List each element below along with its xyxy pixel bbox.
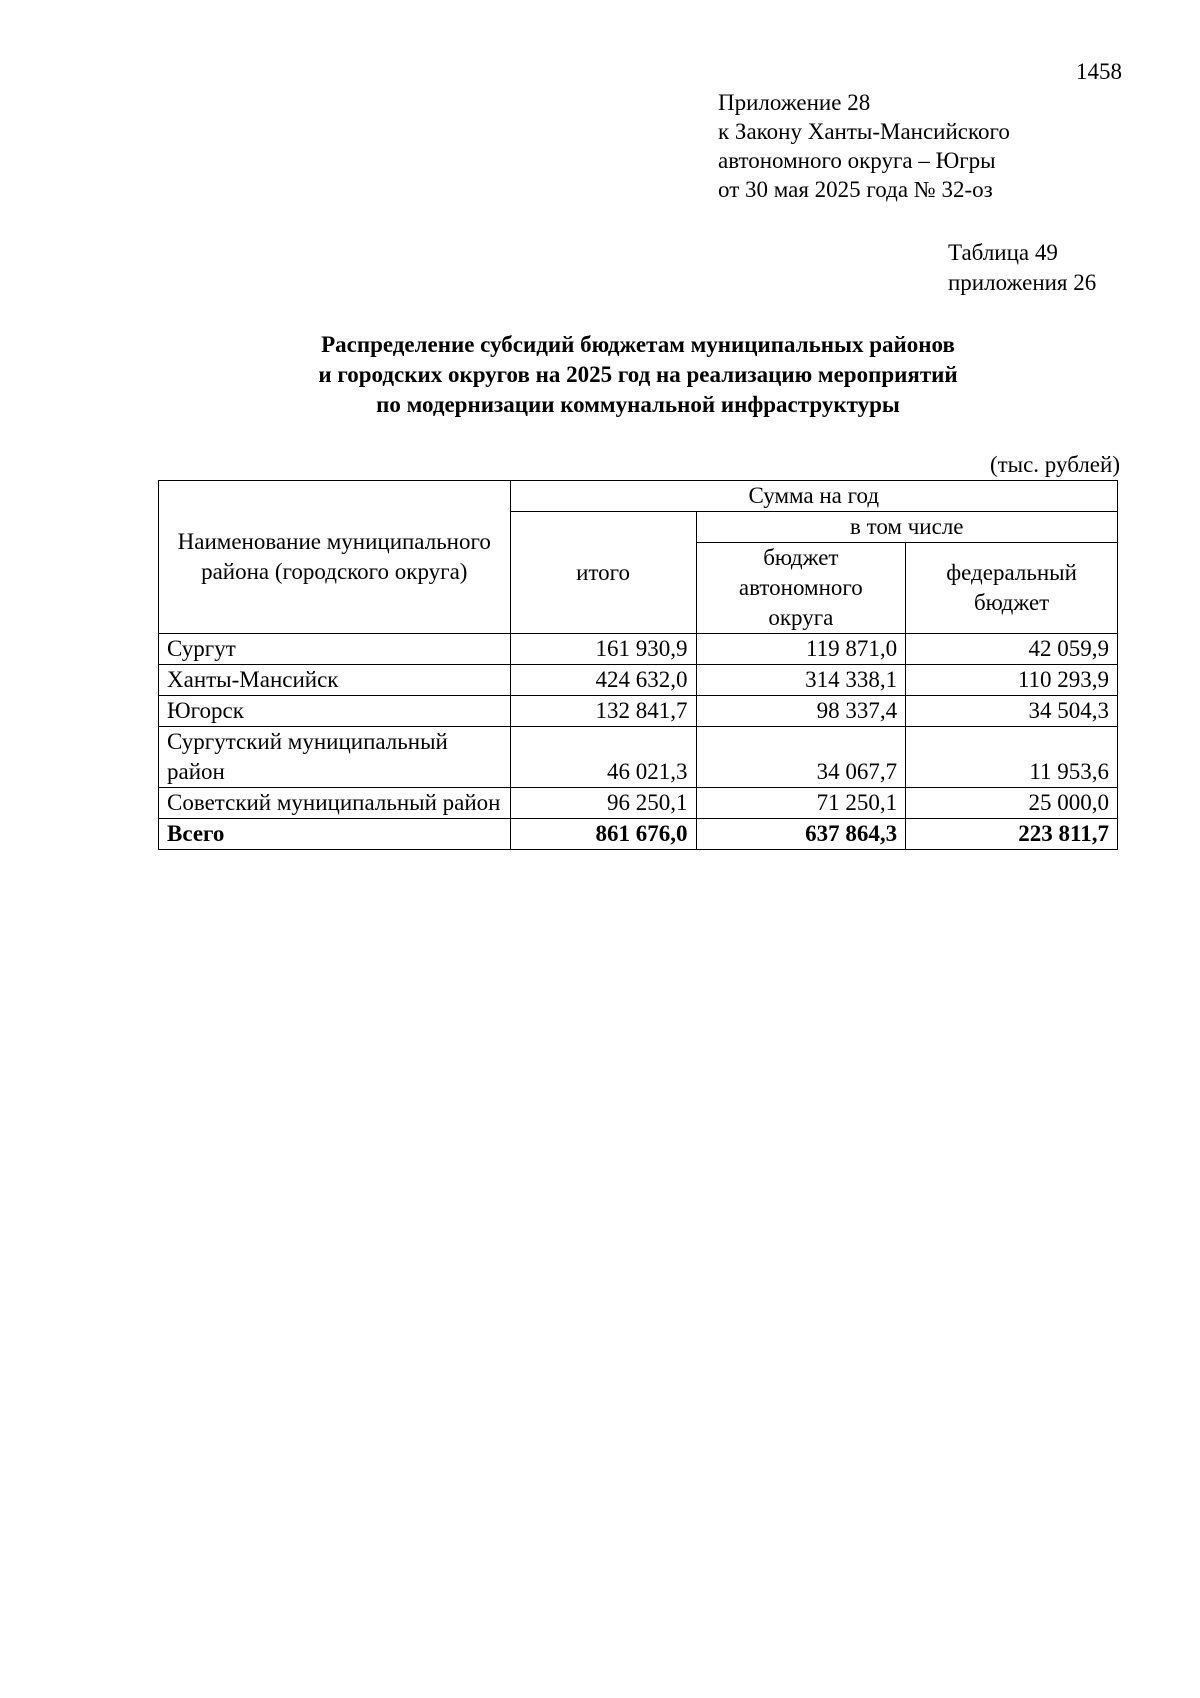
table-reference <box>948 238 1096 298</box>
cell-regional: 314 338,1 <box>696 665 906 696</box>
table-ref-line: Таблица 49 <box>948 240 1058 265</box>
units-label: (тыс. рублей) <box>989 452 1120 477</box>
cell-regional: 34 067,7 <box>696 727 906 788</box>
cell-name: Югорск <box>159 696 511 727</box>
subsidy-table <box>158 480 1118 850</box>
cell-federal: 223 811,7 <box>906 819 1118 850</box>
cell-federal: 42 059,9 <box>906 634 1118 665</box>
cell-federal: 25 000,0 <box>906 788 1118 819</box>
cell-name: Сургутский муниципальный район <box>159 727 511 788</box>
appendix-line: от 30 мая 2025 года № 32-оз <box>718 177 993 202</box>
cell-total: 161 930,9 <box>510 634 696 665</box>
table-ref-line: приложения 26 <box>948 270 1097 295</box>
header-total: итого <box>510 512 696 634</box>
header-sum-year: Сумма на год <box>510 481 1117 512</box>
table-total-row <box>159 819 1118 850</box>
cell-total: 96 250,1 <box>510 788 696 819</box>
title-line: Распределение субсидий бюджетам муниципальных районов <box>321 332 955 357</box>
table-row <box>159 727 1118 788</box>
cell-regional: 98 337,4 <box>696 696 906 727</box>
document-title <box>158 330 1118 420</box>
cell-regional: 119 871,0 <box>696 634 906 665</box>
cell-federal: 34 504,3 <box>906 696 1118 727</box>
table-row <box>159 634 1118 665</box>
cell-total: 861 676,0 <box>510 819 696 850</box>
header-name: Наименование муниципального района (городского округа) <box>159 481 511 634</box>
cell-name: Ханты-Мансийск <box>159 665 511 696</box>
cell-federal: 11 953,6 <box>906 727 1118 788</box>
appendix-line: к Закону Ханты-Мансийского <box>718 119 1010 144</box>
table-row <box>159 696 1118 727</box>
cell-name: Сургут <box>159 634 511 665</box>
cell-total: 46 021,3 <box>510 727 696 788</box>
appendix-line: автономного округа – Югры <box>718 148 996 173</box>
cell-total: 424 632,0 <box>510 665 696 696</box>
header-regional: бюджет автономного округа <box>696 543 906 634</box>
appendix-reference <box>718 88 1010 204</box>
cell-name: Всего <box>159 819 511 850</box>
table-row <box>159 788 1118 819</box>
title-line: и городских округов на 2025 год на реализацию мероприятий <box>318 362 958 387</box>
cell-regional: 71 250,1 <box>696 788 906 819</box>
header-including: в том числе <box>696 512 1117 543</box>
cell-name: Советский муниципальный район <box>159 788 511 819</box>
table-row <box>159 665 1118 696</box>
header-federal: федеральный бюджет <box>906 543 1118 634</box>
cell-regional: 637 864,3 <box>696 819 906 850</box>
page-number: 1458 <box>1076 59 1122 84</box>
appendix-line: Приложение 28 <box>718 90 871 115</box>
cell-total: 132 841,7 <box>510 696 696 727</box>
title-line: по модернизации коммунальной инфраструктуры <box>376 392 900 417</box>
cell-federal: 110 293,9 <box>906 665 1118 696</box>
